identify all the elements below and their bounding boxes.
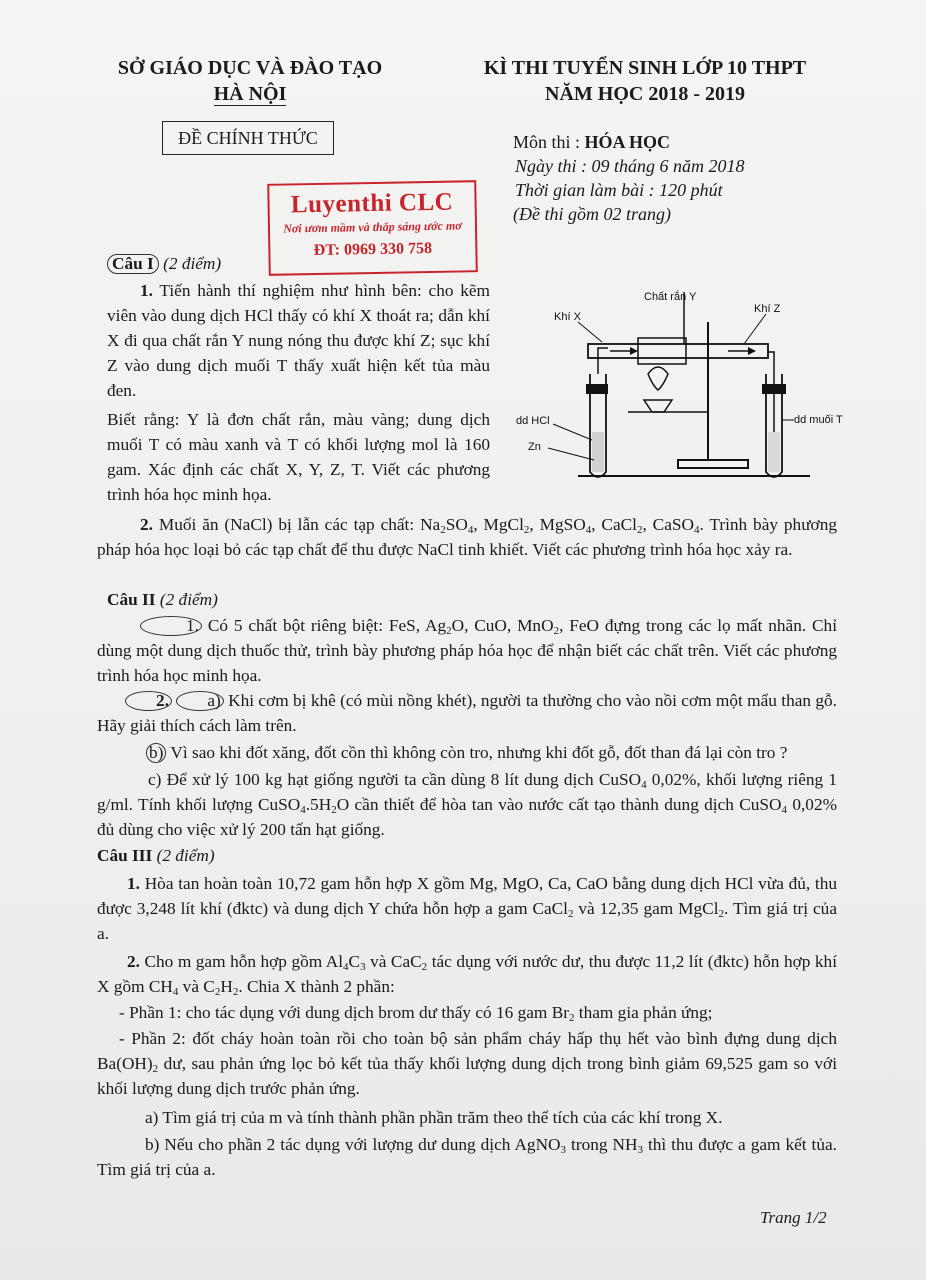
stamp-phone: ĐT: 0969 330 758 xyxy=(313,239,433,260)
q3-qa-text: a) Tìm giá trị của m và tính thành phần phần trăm theo thể tích của các khí trong X. xyxy=(145,1108,723,1127)
official-exam-label: ĐỀ CHÍNH THỨC xyxy=(178,128,318,148)
hcl-pointer xyxy=(553,424,592,440)
question-3-part-2: 2. Cho m gam hỗn hợp gồm $Al_4C_3$ và CaC$_2$ tác dụng với nước dư, thu được 11,2 lít (đktc) hỗn hợp khí X gồm $CH_4$ và $C_2H_2$. Chia X thành 2 phần: xyxy=(97,952,837,998)
question-3-part-2-portion-1: - Phần 1: cho tác dụng với dung dịch brom dư thấy có 16 gam $Br_2$ tham gia phản ứng; xyxy=(119,1003,713,1024)
gas-z-pointer xyxy=(744,314,766,344)
question-1-part-1 xyxy=(107,278,490,403)
q3-part2-text-b: dư, sau phản ứng lọc bỏ kết tủa thấy khối lượng dung dịch trong bình giảm 69,525 gam so với khối lượng dung dịch trước phản ứng. xyxy=(97,1054,837,1098)
right-clamp xyxy=(762,384,786,394)
tube-clamp xyxy=(638,338,686,364)
question-3-part-2-portion-2: - Phần 2: đốt cháy hoàn toàn rồi cho toàn bộ sản phẩm cháy hấp thụ hết vào bình đựng dung dịch $Ba(OH)_2$ dư, sau phản ứng lọc bỏ kết tủa thấy khối lượng dung dịch trong bình giảm 69,525 gam so với khối lượng dung dịch trước phản ứng. xyxy=(97,1029,837,1098)
q2-p2a-text: Khi cơm bị khê (có mùi nồng khét), người ta thường cho vào nồi cơm một mẩu than gỗ. Hãy giải thích cách làm trên. xyxy=(97,691,837,735)
q2-p2c-label: c) xyxy=(148,770,162,789)
question-2-part-1: 1. Có 5 chất bột riêng biệt: FeS, $Ag_2O$, CuO, MnO$_2$, FeO đựng trong các lọ mất nhãn. Chỉ dùng một dung dịch thuốc thử, trình bày phương pháp hóa học để nhận biết các chất trên. Viết các phương trình hóa học minh họa. xyxy=(97,616,837,685)
label-zn: Zn xyxy=(528,441,541,453)
question-3-points: (2 điểm) xyxy=(156,846,215,865)
question-2-title: Câu II xyxy=(107,590,156,609)
question-1-title: Câu I xyxy=(107,254,159,274)
exam-duration: Thời gian làm bài : 120 phút xyxy=(515,180,723,200)
q3-part1-text-b: tham gia phản ứng; xyxy=(574,1003,713,1022)
q2-p2b-text: Vì sao khi đốt xăng, đốt cồn thì không còn tro, nhưng khi đốt gỗ, đốt than đá lại còn tro ? xyxy=(170,743,788,762)
exam-info xyxy=(513,130,883,226)
q3-qb-text-a: b) Nếu cho phần 2 tác dụng với lượng dư dung dịch xyxy=(145,1135,515,1154)
stamp-name: Luyenthi CLC xyxy=(290,188,454,219)
q1-p2-text-a: Muối ăn (NaCl) bị lẫn các tạp chất: xyxy=(158,515,421,534)
q2-p2c-text-a: Để xử lý 100 kg hạt giống người ta cần dùng 8 lít dung dịch xyxy=(166,770,599,789)
question-1-part-2: 2. Muối ăn (NaCl) bị lẫn các tạp chất: $Na_2SO_4$, MgCl$_2$, MgSO$_4$, CaCl$_2$, CaSO$_4$. Trình bày phương pháp hóa học loại bỏ các tạp chất để thu được NaCl tinh khiết. Viết các phương trình hóa học xảy ra. xyxy=(97,515,837,559)
question-3-heading xyxy=(97,843,215,868)
question-2-part-2c: c) Để xử lý 100 kg hạt giống người ta cần dùng 8 lít dung dịch CuSO$_4$ 0,02%, khối lượng riêng 1 g/ml. Tính khối lượng $CuSO_4.5H_2O$ cần thiết để hòa tan vào nước cất tạo thành dung dịch CuSO$_4$ 0,02% đủ dùng cho việc xử lý 200 tấn hạt giống. xyxy=(97,770,837,839)
apparatus-figure xyxy=(498,282,850,494)
gas-z-arrowhead xyxy=(748,347,756,355)
question-2-part-2a xyxy=(97,688,837,738)
exam-title: KÌ THI TUYỂN SINH LỚP 10 THPT xyxy=(483,57,807,79)
label-dd-hcl: dd HCl xyxy=(516,415,550,427)
salt-t-liquid xyxy=(768,432,780,472)
stamp-slogan: Nơi ươm mầm và thắp sáng ước mơ xyxy=(283,218,462,236)
official-exam-box xyxy=(162,121,334,155)
question-2-points: (2 điểm) xyxy=(159,590,218,609)
question-1-heading xyxy=(107,251,221,276)
label-dd-muoi-t: dd muối T xyxy=(794,414,843,426)
q1-p2-number: 2. xyxy=(140,515,153,534)
q2-p2-number: 2. xyxy=(125,691,172,711)
q3-p2-text-a: Cho m gam hỗn hợp gồm xyxy=(144,952,326,971)
q1-p1-number: 1. xyxy=(140,281,153,300)
city-name: HÀ NỘI xyxy=(213,83,287,105)
q3-p2-text-b: tác dụng với nước dư, thu được 11,2 lít (đktc) hỗn hợp khí X gồm xyxy=(97,952,837,996)
exam-pages: (Đề thi gồm 02 trang) xyxy=(513,204,671,224)
question-3-title: Câu III xyxy=(97,846,153,865)
page-number: Trang 1/2 xyxy=(760,1208,827,1227)
question-2-heading xyxy=(107,587,218,612)
school-year: NĂM HỌC 2018 - 2019 xyxy=(545,83,745,105)
q3-p2-number: 2. xyxy=(127,952,140,971)
label-gas-x: Khí X xyxy=(554,311,581,323)
q3-part1-text-a: - Phần 1: cho tác dụng với dung dịch brom dư thấy có 16 gam xyxy=(119,1003,552,1022)
left-connector xyxy=(598,348,608,374)
q1-p1-given-text: Biết rằng: Y là đơn chất rắn, màu vàng; dung dịch muối T có màu xanh và T có khối lượng mol là 160 gam. Xác định các chất X, Y, Z, T. Viết các phương trình hóa học minh họa. xyxy=(107,410,490,504)
subject-name: HÓA HỌC xyxy=(584,132,671,152)
left-clamp xyxy=(586,384,608,394)
q2-p2b-label: b) xyxy=(146,743,166,763)
gas-x-arrowhead xyxy=(630,347,638,355)
zn-pointer xyxy=(548,448,594,460)
label-solid-y: Chất rắn Y xyxy=(644,291,697,303)
q2-p1-text-a: Có 5 chất bột riêng biệt: FeS, xyxy=(207,616,425,635)
q2-p1-text-b: trong các lọ mất nhãn. Chỉ dùng một dung dịch thuốc thử, trình bày phương pháp hóa học để nhận biết các chất trên. Viết các phương trình hóa học minh họa. xyxy=(97,616,837,685)
q2-p2a-label: a) xyxy=(176,691,223,711)
label-gas-z: Khí Z xyxy=(754,303,781,315)
exam-date: Ngày thi : 09 tháng 6 năm 2018 xyxy=(515,156,745,176)
department-header xyxy=(70,55,430,107)
q2-p1-number: 1. xyxy=(140,616,202,636)
q2-p2c-text-c: cần thiết để hòa tan vào nước cất tạo thành dung dịch xyxy=(349,795,740,814)
question-2-part-2b xyxy=(146,740,846,765)
q3-part2-text-a: - Phần 2: đốt cháy hoàn toàn rồi cho toàn bộ sản phẩm cháy hấp thụ hết vào bình đựng dung dịch xyxy=(119,1029,837,1048)
question-3-part-2a xyxy=(97,1105,837,1130)
q2-p2c-text-b: 0,02%, khối lượng riêng 1 g/ml. Tính khối lượng xyxy=(97,770,837,814)
gas-x-pointer xyxy=(578,322,602,342)
question-3-part-1: 1. Hòa tan hoàn toàn 10,72 gam hỗn hợp X gồm Mg, MgO, Ca, CaO bằng dung dịch HCl vừa đủ, thu được 3,248 lít khí (đktc) và dung dịch Y chứa hỗn hợp a gam CaCl$_2$ và 12,35 gam MgCl$_2$. Tìm giá trị của a. xyxy=(97,874,837,943)
burner-lamp xyxy=(644,400,672,412)
exam-header xyxy=(430,55,860,107)
q3-p2-text-c: . Chia X thành 2 phần: xyxy=(238,977,395,996)
q3-p1-text-a: Hòa tan hoàn toàn 10,72 gam hỗn hợp X gồm Mg, MgO, Ca, CaO bằng dung dịch HCl vừa đủ, thu được 3,248 lít khí (đktc) và dung dịch Y chứa hỗn hợp a gam xyxy=(97,874,837,918)
red-stamp xyxy=(267,180,478,276)
hcl-liquid xyxy=(592,432,604,472)
stand-base xyxy=(678,460,748,468)
question-3-part-2b: b) Nếu cho phần 2 tác dụng với lượng dư dung dịch AgNO$_3$ trong $NH_3$ thì thu được a gam kết tủa. Tìm giá trị của a. xyxy=(97,1135,837,1179)
question-1-points: (2 điểm) xyxy=(163,254,222,273)
q3-qb-text-b: trong xyxy=(566,1135,613,1154)
q3-p1-text-c: . Tìm giá trị của a. xyxy=(97,899,837,943)
q2-p2c-text-d: 0,02% đủ dùng cho việc xử lý 200 tấn hạt giống. xyxy=(97,795,837,839)
flame-icon xyxy=(648,367,668,390)
subject-label: Môn thi : xyxy=(513,132,585,152)
department-name: SỞ GIÁO DỤC VÀ ĐÀO TẠO xyxy=(117,57,383,79)
q3-p1-text-b: và 12,35 gam xyxy=(573,899,679,918)
q1-p1-text: Tiến hành thí nghiệm như hình bên: cho kẽm viên vào dung dịch HCl thấy có khí X thoát ra; dẫn khí X đi qua chất rắn Y nung nóng thu được khí Z; sục khí Z vào dung dịch muối T thấy xuất hiện kết tủa màu đen. xyxy=(107,281,491,400)
q1-p2-text-b: Trình bày phương pháp hóa học loại bỏ các tạp chất để thu được NaCl tinh khiết. Viết các phương trình hóa học xảy ra. xyxy=(97,515,837,559)
q3-qb-text-c: thì thu được a gam kết tủa. Tìm giá trị của a. xyxy=(97,1135,837,1179)
subject-line xyxy=(513,130,883,154)
question-1-part-1-given xyxy=(107,407,490,507)
q3-p1-number: 1. xyxy=(127,874,140,893)
